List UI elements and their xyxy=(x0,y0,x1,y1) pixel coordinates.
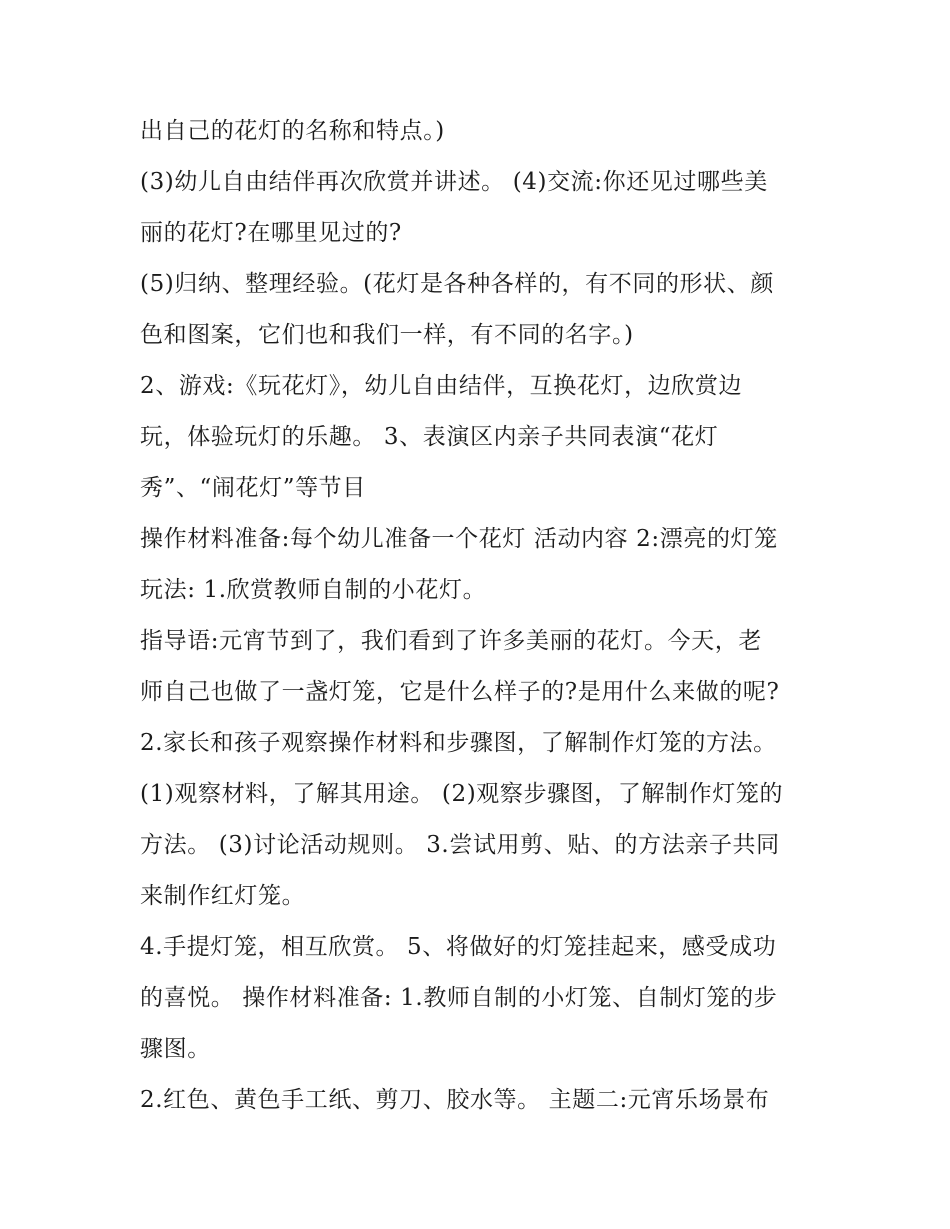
text-line: 秀”、“闹花灯”等节目 xyxy=(140,475,366,501)
text-line: 的喜悦。 操作材料准备: 1.教师自制的小灯笼、自制灯笼的步 xyxy=(140,985,778,1011)
text-line: 丽的花灯?在哪里见过的? xyxy=(140,220,402,246)
text-line: 师自己也做了一盏灯笼，它是什么样子的?是用什么来做的呢? xyxy=(140,679,780,705)
text-line: 2.家长和孩子观察操作材料和步骤图，了解制作灯笼的方法。 xyxy=(140,730,777,756)
text-line: 来制作红灯笼。 xyxy=(140,883,306,909)
text-line: 色和图案，它们也和我们一样，有不同的名字。) xyxy=(140,322,634,348)
text-line: 方法。 (3)讨论活动规则。 3.尝试用剪、贴、的方法亲子共同 xyxy=(140,832,780,858)
text-line: (5)归纳、整理经验。(花灯是各种各样的，有不同的形状、颜 xyxy=(140,271,774,297)
text-line: 2、游戏:《玩花灯》，幼儿自由结伴，互换花灯，边欣赏边 xyxy=(140,373,743,399)
text-line: 指导语:元宵节到了，我们看到了许多美丽的花灯。今天，老 xyxy=(140,628,762,654)
text-line: 玩法: 1.欣赏教师自制的小花灯。 xyxy=(140,577,487,603)
text-line: 2.红色、黄色手工纸、剪刀、胶水等。 主题二:元宵乐场景布 xyxy=(140,1087,770,1113)
text-line: 出自己的花灯的名称和特点。) xyxy=(140,118,445,144)
document-body xyxy=(140,106,820,1126)
text-line: 玩，体验玩灯的乐趣。 3、表演区内亲子共同表演“花灯 xyxy=(140,424,719,450)
text-line: (3)幼儿自由结伴再次欣赏并讲述。 (4)交流:你还见过哪些美 xyxy=(140,169,768,195)
text-line: (1)观察材料，了解其用途。 (2)观察步骤图，了解制作灯笼的 xyxy=(140,781,784,807)
text-line: 操作材料准备:每个幼儿准备一个花灯 活动内容 2:漂亮的灯笼 xyxy=(140,526,778,552)
text-line: 4.手提灯笼，相互欣赏。 5、将做好的灯笼挂起来，感受成功 xyxy=(140,934,777,960)
text-line: 骤图。 xyxy=(140,1036,211,1062)
